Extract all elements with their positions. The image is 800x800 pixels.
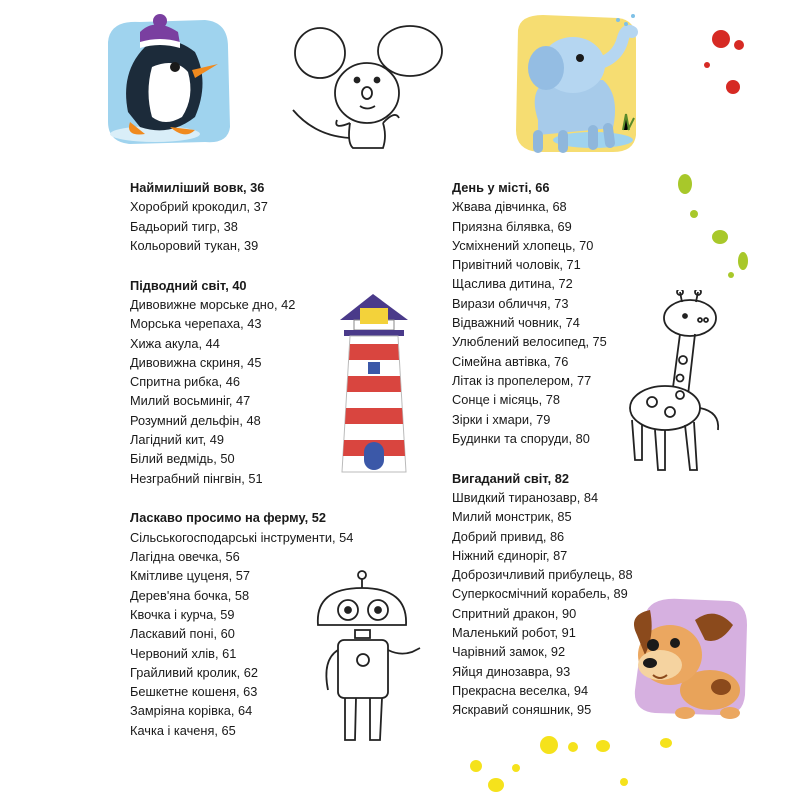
yellow-paint-splatter <box>470 760 482 772</box>
section-entries <box>130 528 380 740</box>
section-title: Вигаданий світ, 82 <box>452 470 570 486</box>
toc-entry: Дивовижна скриня, 45 <box>130 354 262 370</box>
toc-entry: Улюблений велосипед, 75 <box>452 334 607 350</box>
toc-entry: Хоробрий крокодил, 37 <box>130 199 268 215</box>
toc-entry: Ніжний єдиноріг, 87 <box>452 547 568 563</box>
red-paint-splatter <box>734 40 744 50</box>
toc-entry: Ласкавий поні, 60 <box>130 626 235 642</box>
section-title: Ласкаво просимо на ферму, 52 <box>130 510 326 526</box>
green-paint-splatter <box>712 230 728 244</box>
yellow-paint-splatter <box>596 740 610 752</box>
mouse-sketch <box>285 18 450 158</box>
toc-entry: Яскравий соняшник, 95 <box>452 702 592 718</box>
toc-entry: Швидкий тиранозавр, 84 <box>452 489 599 505</box>
toc-entry: Вирази обличчя, 73 <box>452 295 569 311</box>
toc-entry: Милий монстрик, 85 <box>452 509 572 525</box>
elephant-illustration <box>508 10 643 158</box>
toc-entry: Морська черепаха, 43 <box>130 316 262 332</box>
penguin-illustration <box>100 12 240 147</box>
toc-entry: Доброзичливий прибулець, 88 <box>452 567 633 583</box>
toc-entry: Незграбний пінгвін, 51 <box>130 470 263 486</box>
toc-entry: Хижа акула, 44 <box>130 335 220 351</box>
toc-right-column <box>452 178 662 740</box>
toc-entry: Бешкетне кошеня, 63 <box>130 684 258 700</box>
toc-entry: Кмітливе цуценя, 57 <box>130 568 250 584</box>
toc-entry: Білий ведмідь, 50 <box>130 451 235 467</box>
toc-entry: Щаслива дитина, 72 <box>452 276 573 292</box>
toc-entry: Жвава дівчинка, 68 <box>452 199 567 215</box>
green-paint-splatter <box>690 210 698 218</box>
toc-entry: Зірки і хмари, 79 <box>452 411 551 427</box>
toc-entry: Сімейна автівка, 76 <box>452 353 569 369</box>
toc-section <box>130 508 380 740</box>
toc-entry: Дивовижне морське дно, 42 <box>130 296 296 312</box>
green-paint-splatter <box>728 272 734 278</box>
yellow-paint-splatter <box>620 778 628 786</box>
toc-entry: Сільськогосподарські інструменти, 54 <box>130 529 354 545</box>
section-entries <box>130 197 380 255</box>
toc-section <box>130 276 380 488</box>
green-paint-splatter <box>738 252 748 270</box>
red-paint-splatter <box>712 30 730 48</box>
toc-entry: Спритний дракон, 90 <box>452 605 577 621</box>
yellow-paint-splatter <box>568 742 578 752</box>
toc-entry: Дерев'яна бочка, 58 <box>130 587 250 603</box>
section-entries <box>452 488 662 720</box>
section-title: Підводний світ, 40 <box>130 277 247 293</box>
toc-entry: Розумний дельфін, 48 <box>130 412 261 428</box>
toc-entry: Грайливий кролик, 62 <box>130 664 258 680</box>
toc-entry: Лагідний кит, 49 <box>130 432 224 448</box>
toc-entry: Відважний човник, 74 <box>452 315 580 331</box>
toc-entry: Маленький робот, 91 <box>452 625 576 641</box>
section-title: День у місті, 66 <box>452 180 550 195</box>
toc-left-column <box>130 178 380 761</box>
toc-entry: Бадьорий тигр, 38 <box>130 218 238 234</box>
toc-entry: Лагідна овечка, 56 <box>130 549 240 565</box>
section-title: Наймиліший вовк, 36 <box>130 180 265 195</box>
toc-entry: Квочка і курча, 59 <box>130 606 235 622</box>
toc-entry: Будинки та споруди, 80 <box>452 430 590 446</box>
green-paint-splatter <box>678 174 692 194</box>
toc-entry: Суперкосмічний корабель, 89 <box>452 586 628 602</box>
red-paint-splatter <box>704 62 710 68</box>
toc-entry: Привітний чоловік, 71 <box>452 257 581 273</box>
toc-entry: Чарівний замок, 92 <box>452 644 566 660</box>
toc-entry: Кольоровий тукан, 39 <box>130 237 259 253</box>
toc-entry: Добрий привид, 86 <box>452 528 565 544</box>
section-entries <box>452 197 662 448</box>
toc-entry: Сонце і місяць, 78 <box>452 392 560 408</box>
toc-entry: Приязна білявка, 69 <box>452 218 572 234</box>
toc-entry: Літак із пропелером, 77 <box>452 372 592 388</box>
toc-entry: Яйця динозавра, 93 <box>452 663 571 679</box>
yellow-paint-splatter <box>512 764 520 772</box>
yellow-paint-splatter <box>488 778 504 792</box>
toc-entry: Усміхнений хлопець, 70 <box>452 237 594 253</box>
toc-entry: Спритна рибка, 46 <box>130 374 240 390</box>
toc-section <box>130 178 380 255</box>
toc-section <box>452 469 662 720</box>
toc-entry: Замріяна корівка, 64 <box>130 703 253 719</box>
toc-entry: Милий восьминіг, 47 <box>130 393 251 409</box>
section-entries <box>130 295 380 488</box>
toc-section <box>452 178 662 448</box>
toc-entry: Червоний хлів, 61 <box>130 645 237 661</box>
toc-entry: Прекрасна веселка, 94 <box>452 682 589 698</box>
red-paint-splatter <box>726 80 740 94</box>
toc-entry: Качка і каченя, 65 <box>130 722 236 738</box>
